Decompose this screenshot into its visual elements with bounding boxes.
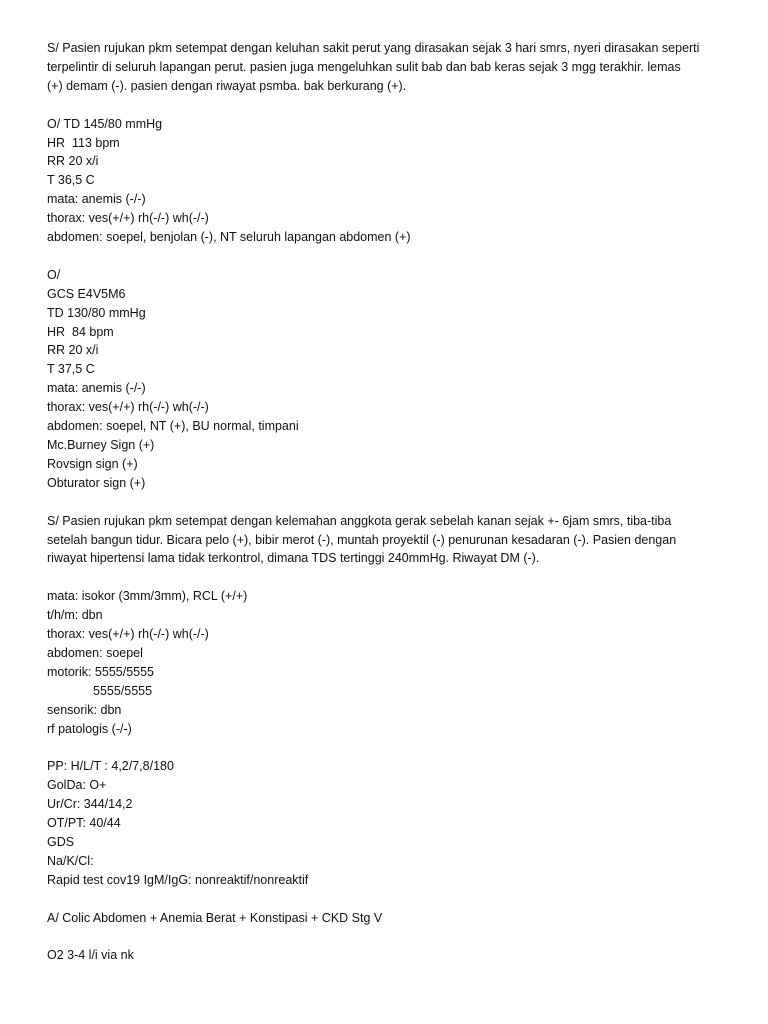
text-line: mata: anemis (-/-) [47,381,146,396]
blank-line [47,493,737,512]
subjective-section-2 [47,512,737,569]
plan-line: O2 3-4 l/i via nk [47,948,134,963]
text-line: T 36,5 C [47,173,95,188]
text-line: thorax: ves(+/+) rh(-/-) wh(-/-) [47,400,209,415]
objective-section-1 [47,115,737,247]
blank-line [47,568,737,587]
text-line: GDS [47,834,75,849]
text-line: thorax: ves(+/+) rh(-/-) wh(-/-) [47,627,209,642]
text-line: HR 113 bpm [47,135,120,150]
text-line: riwayat hipertensi lama tidak terkontrol, dimana TDS tertinggi 240mmHg. Riwayat DM (-). [47,551,540,566]
blank-line [47,738,737,757]
lab-results-section [47,757,737,889]
text-line: abdomen: soepel, NT (+), BU normal, timpani [47,419,299,434]
text-line: Rovsign sign (+) [47,456,138,471]
text-line: TD 130/80 mmHg [47,305,146,320]
text-line: PP: H/L/T : 4,2/7,8/180 [47,759,174,774]
text-line: abdomen: soepel [47,645,143,660]
physical-exam-section [47,587,737,738]
text-line: GolDa: O+ [47,778,107,793]
text-line: terpelintir di seluruh lapangan perut. pasien juga mengeluhkan sulit bab dan bab keras sejak 3 mgg terakhir. lemas [47,59,681,74]
text-line: mata: anemis (-/-) [47,192,146,207]
subjective-section-1 [47,39,737,96]
text-line: O/ TD 145/80 mmHg [47,116,163,131]
text-line: setelah bangun tidur. Bicara pelo (+), bibir merot (-), muntah proyektil (-) penurunan kesadaran (-). Pasien dengan [47,532,677,547]
text-line: GCS E4V5M6 [47,286,126,301]
objective-section-2 [47,266,737,493]
text-line: Obturator sign (+) [47,475,146,490]
text-line: 5555/5555 [93,683,153,698]
text-line: Rapid test cov19 IgM/IgG: nonreaktif/nonreaktif [47,872,309,887]
assessment-line: A/ Colic Abdomen + Anemia Berat + Konstipasi + CKD Stg V [47,910,383,925]
text-line: mata: isokor (3mm/3mm), RCL (+/+) [47,589,248,604]
text-line: T 37,5 C [47,362,95,377]
text-line: RR 20 x/i [47,343,99,358]
text-line: HR 84 bpm [47,324,114,339]
blank-line [47,247,737,266]
text-line: sensorik: dbn [47,702,122,717]
document-body [47,39,737,965]
text-line: S/ Pasien rujukan pkm setempat dengan kelemahan anggkota gerak sebelah kanan sejak +- 6jam smrs, tiba-tiba [47,513,672,528]
text-line: OT/PT: 40/44 [47,816,121,831]
text-line: (+) demam (-). pasien dengan riwayat psmba. bak berkurang (+). [47,78,407,93]
text-line: t/h/m: dbn [47,608,103,623]
blank-line [47,96,737,115]
text-line: RR 20 x/i [47,154,99,169]
blank-line [47,928,737,947]
text-line: thorax: ves(+/+) rh(-/-) wh(-/-) [47,211,209,226]
text-line: Na/K/Cl: [47,853,94,868]
blank-line [47,890,737,909]
text-line: rf patologis (-/-) [47,721,132,736]
text-line: abdomen: soepel, benjolan (-), NT seluruh lapangan abdomen (+) [47,230,411,245]
text-line: S/ Pasien rujukan pkm setempat dengan keluhan sakit perut yang dirasakan sejak 3 hari smrs, nyeri dirasakan seperti [47,41,700,55]
text-line: O/ [47,267,61,282]
text-line: Ur/Cr: 344/14,2 [47,797,133,812]
text-line: motorik: 5555/5555 [47,664,155,679]
text-line: Mc.Burney Sign (+) [47,438,155,452]
